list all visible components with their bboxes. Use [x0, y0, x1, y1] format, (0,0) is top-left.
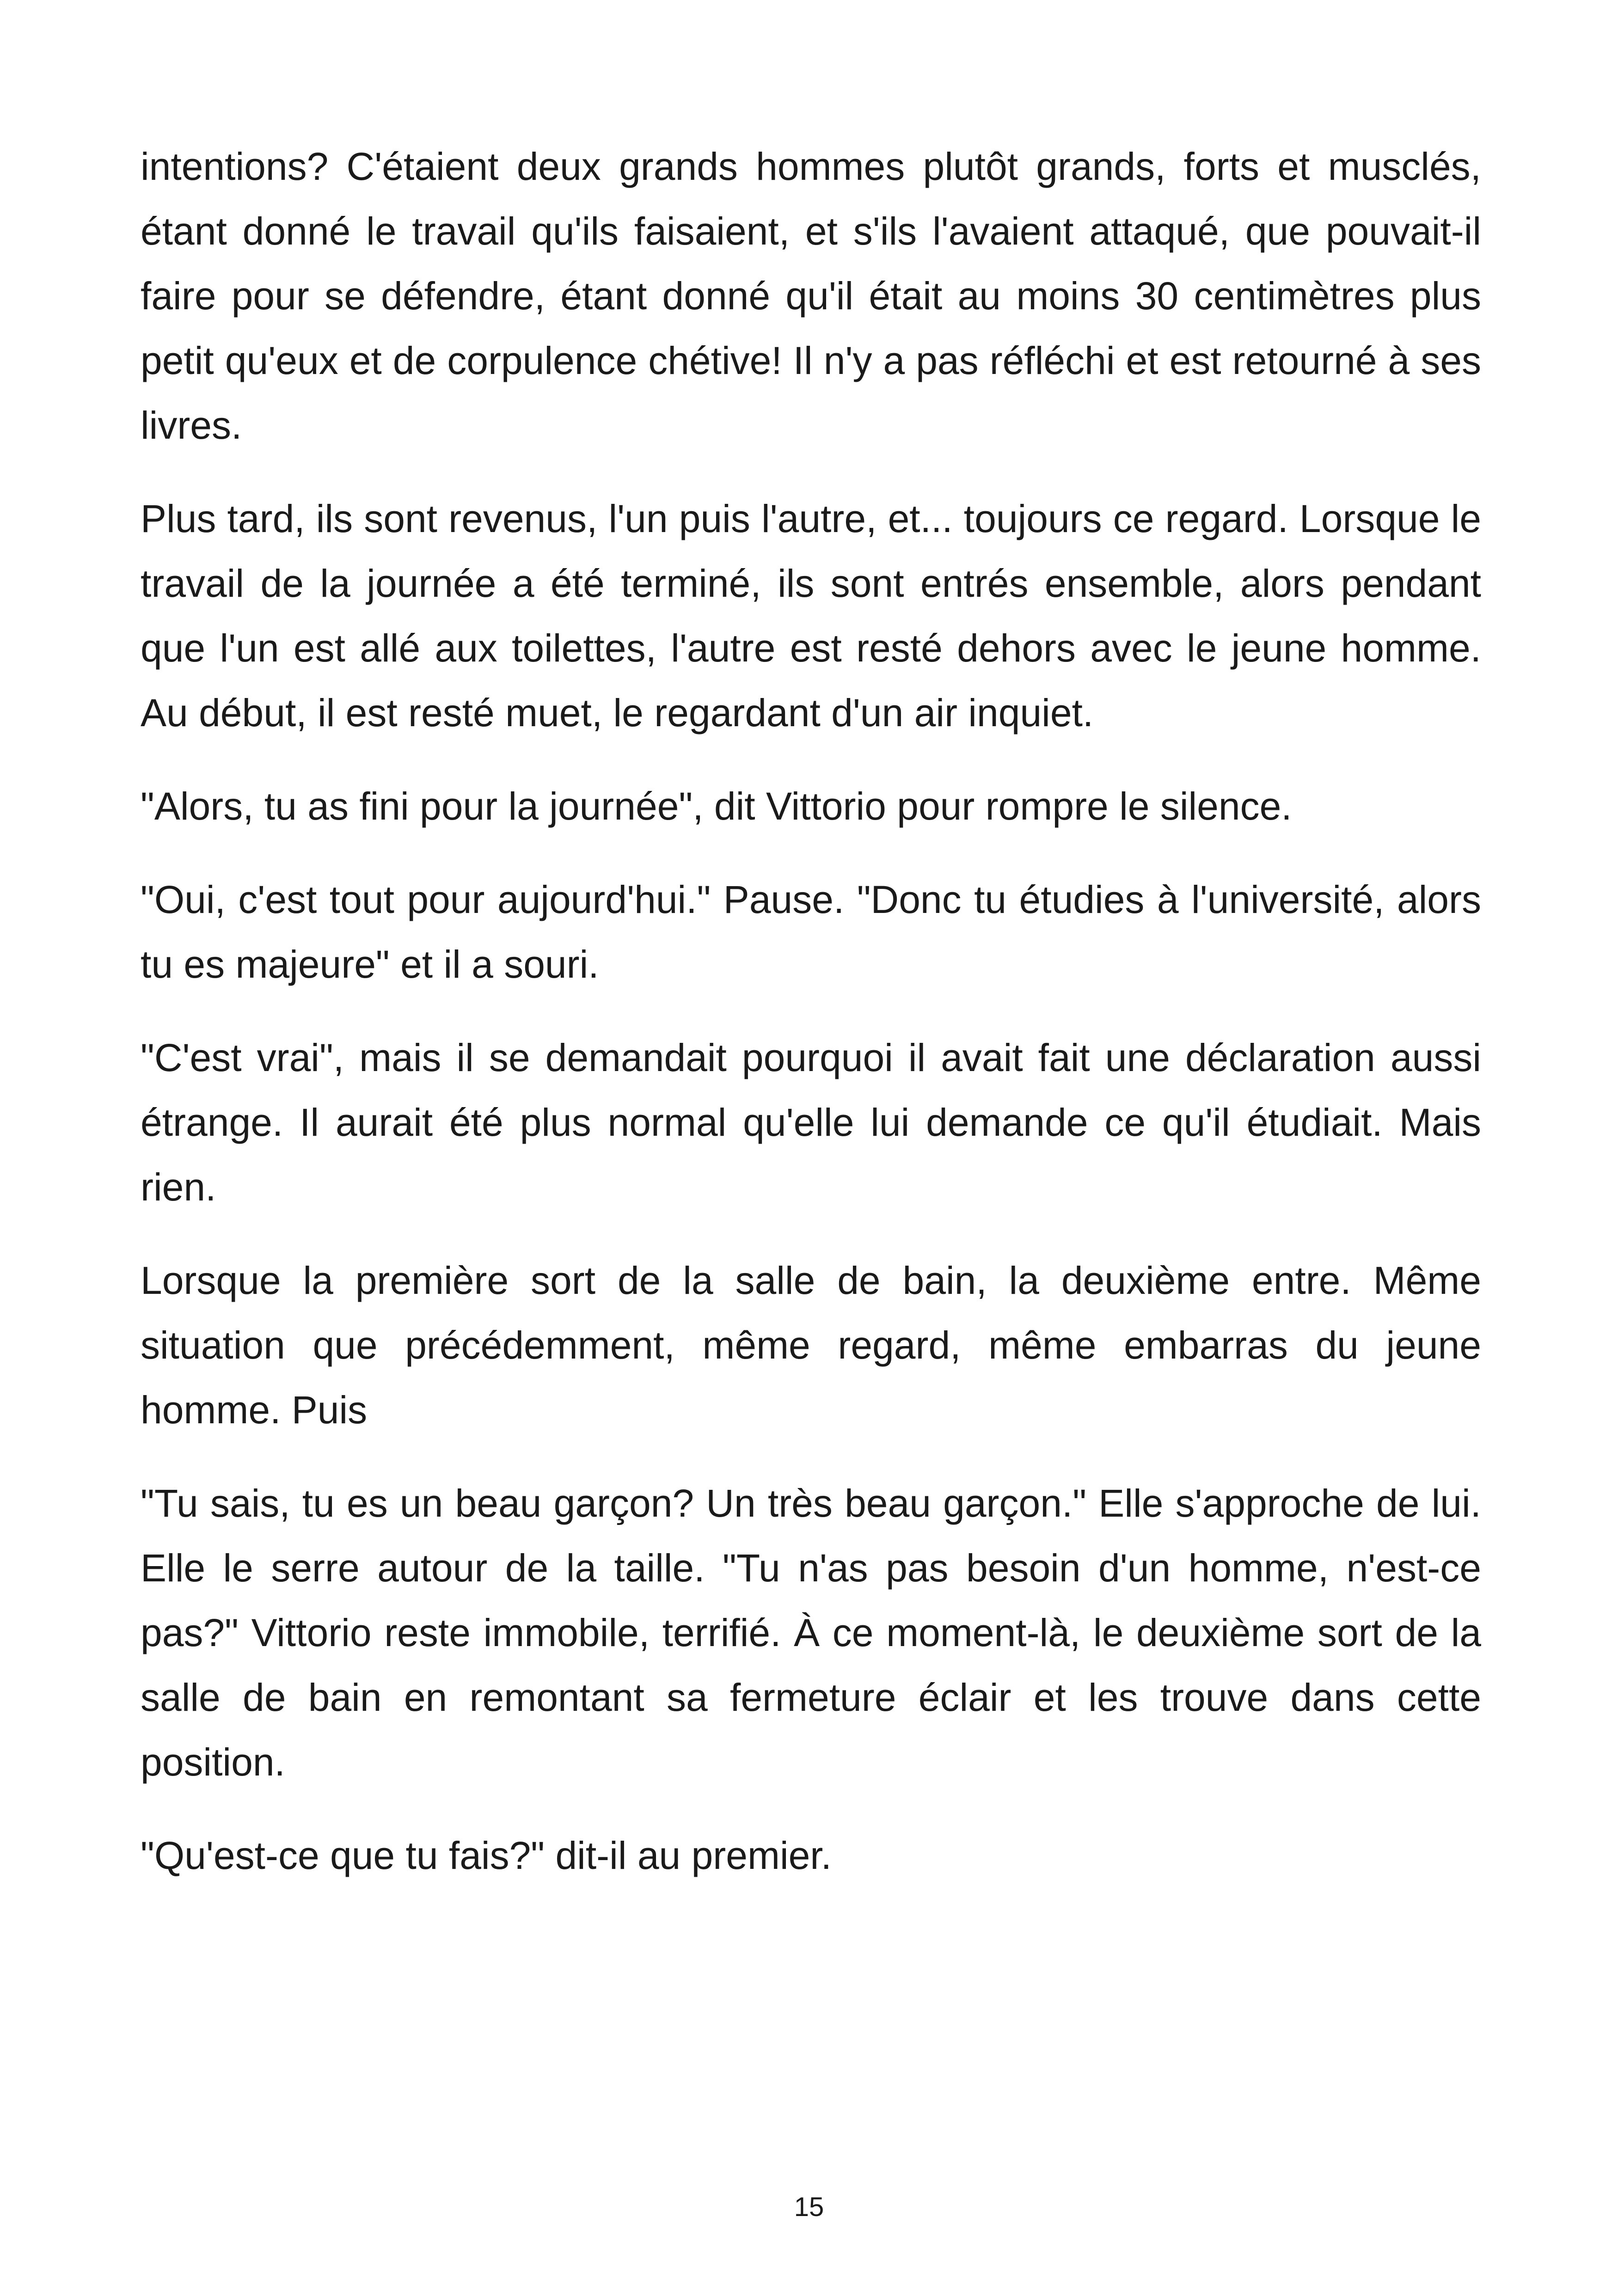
paragraph: Lorsque la première sort de la salle de bain, la deuxième entre. Même situation que précédemment, même regard, même embarras du jeune homme. Puis: [141, 1259, 1481, 1432]
paragraph: "Tu sais, tu es un beau garçon? Un très beau garçon." Elle s'approche de lui. Elle le serre autour de la taille. "Tu n'as pas besoin d'un homme, n'est-ce pas?" Vittorio reste immobile, terrifié. À ce moment-là, le deuxième sort de la salle de bain en remontant sa fermeture éclair et les trouve dans cette position.: [141, 1482, 1481, 1784]
paragraph: "Alors, tu as fini pour la journée", dit Vittorio pour rompre le silence.: [141, 784, 1292, 828]
page-number: 15: [794, 2192, 824, 2222]
paragraph: "Qu'est-ce que tu fais?" dit-il au premier.: [141, 1834, 832, 1877]
paragraph: "Oui, c'est tout pour aujourd'hui." Pause. "Donc tu étudies à l'université, alors tu es majeure" et il a souri.: [141, 878, 1481, 986]
paragraph: Plus tard, ils sont revenus, l'un puis l'autre, et... toujours ce regard. Lorsque le travail de la journée a été terminé, ils sont entrés ensemble, alors pendant que l'un est allé aux toilettes, l'autre est resté dehors avec le jeune homme. Au début, il est resté muet, le regardant d'un air inquiet.: [141, 497, 1481, 735]
paragraph: intentions? C'étaient deux grands hommes plutôt grands, forts et musclés, étant donné le travail qu'ils faisaient, et s'ils l'avaient attaqué, que pouvait-il faire pour se défendre, étant donné qu'il était au moins 30 centimètres plus petit qu'eux et de corpulence chétive! Il n'y a pas réfléchi et est retourné à ses livres.: [141, 145, 1481, 447]
paragraph: "C'est vrai", mais il se demandait pourquoi il avait fait une déclaration aussi étrange. Il aurait été plus normal qu'elle lui demande ce qu'il étudiait. Mais rien.: [141, 1036, 1481, 1209]
body-text: [141, 134, 1481, 1916]
